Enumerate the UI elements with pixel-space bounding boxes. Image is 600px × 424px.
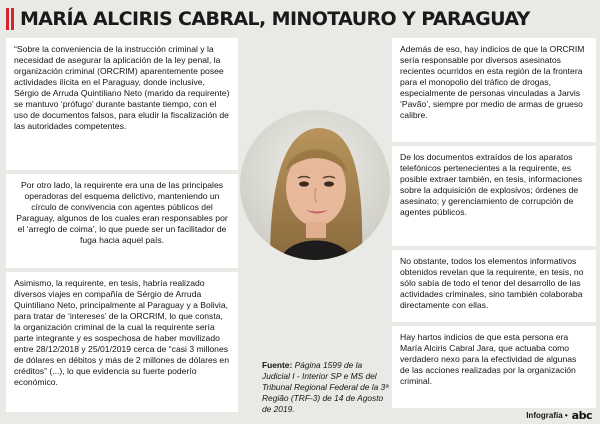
title-bar [6, 4, 596, 34]
text-block-left-1 [6, 38, 238, 170]
title-accent-icon [6, 8, 14, 30]
source-text: Página 1599 de la Judicial I - Interior SP e MS del Tribunal Regional Federal de la 3ª Região (TRF-3) de 14 de Agosto de 2019. [262, 360, 389, 414]
source-label: Fuente: [262, 360, 293, 370]
paragraph: Hay hartos indicios de que esta persona era María Alciris Cabral Jara, que actuaba como verdadero nexo para la efectividad de algunas de las acciones realizadas por la organización criminal. [400, 332, 577, 386]
page-title: MARÍA ALCIRIS CABRAL, MINOTAURO Y PARAGUAY [20, 8, 530, 30]
text-block-right-1 [392, 38, 596, 142]
paragraph: “Sobre la conveniencia de la instrucción criminal y la necesidad de asegurar la aplicación de la ley penal, la organización criminal (ORCRIM) aparentemente posee actividades ilícita en el Paraguay, donde inclusive, Sérgio de Arruda Quintiliano Neto (marido da requirente) se mantuvo ‘prófugo’ durante bastante tiempo, con el uso de documentos falsos, para eludir la fiscalización de las autoridades competentes. [14, 44, 230, 131]
text-block-right-3 [392, 250, 596, 322]
paragraph: De los documentos extraídos de los aparatos telefónicos pertenecientes a la requirente, es posible extraer también, en tesis, informaciones sobre la adquisición de explosivos; órdenes de asesinato; y gerenciamiento de corrupción de agentes públicos. [400, 152, 582, 217]
text-block-left-2 [6, 174, 238, 268]
credit-label: Infografía • [526, 410, 568, 420]
portrait-photo [240, 110, 390, 260]
paragraph: Asimismo, la requirente, en tesis, habría realizado diversos viajes en compañía de Sérgio de Arruda Quintiliano Neto, principalmente al Paraguay y a Bolivia, para tratar de ‘intereses’ de la ORCRIM, lo que consta, la organización criminal de la cual la requirente sería parte integrante y es sospechosa de haber movilizado entre 28/12/2018 y 25/01/2019 cerca de “casi 3 millones de dólares en débitos y más de 2 millones de dólares en créditos” (...), lo que evidencia su fuerte poderío económico. [14, 278, 229, 387]
abc-logo: abc [571, 408, 592, 422]
text-block-right-2 [392, 146, 596, 246]
text-block-right-4 [392, 326, 596, 408]
footer [526, 408, 592, 422]
paragraph: No obstante, todos los elementos informativos obtenidos revelan que la requirente, en tesis, no sólo sabía de todo el tenor del desarrollo de las actividades criminales, sino también colaboraba directamente con ellas. [400, 256, 584, 310]
paragraph: Además de eso, hay indicios de que la ORCRIM sería responsable por diversos asesinatos recientes ocurridos en esta región de la frontera para el monopolio del tráfico de drogas, especialmente de personas vinculadas a Jarvis ‘Pavão’, siempre por medio de armas de grueso calibre. [400, 44, 585, 120]
portrait-image-icon [240, 110, 390, 260]
paragraph: Por otro lado, la requirente era una de las principales operadoras del esquema delictivo, manteniendo un círculo de convivencia con agentes públicos del Paraguay, algunos de los cuales eran responsables por el ‘arreglo de coima’, lo que puede ser un facilitador de fuga hacia aquel país. [16, 180, 228, 245]
text-block-left-3 [6, 272, 238, 412]
source-citation [262, 360, 390, 415]
